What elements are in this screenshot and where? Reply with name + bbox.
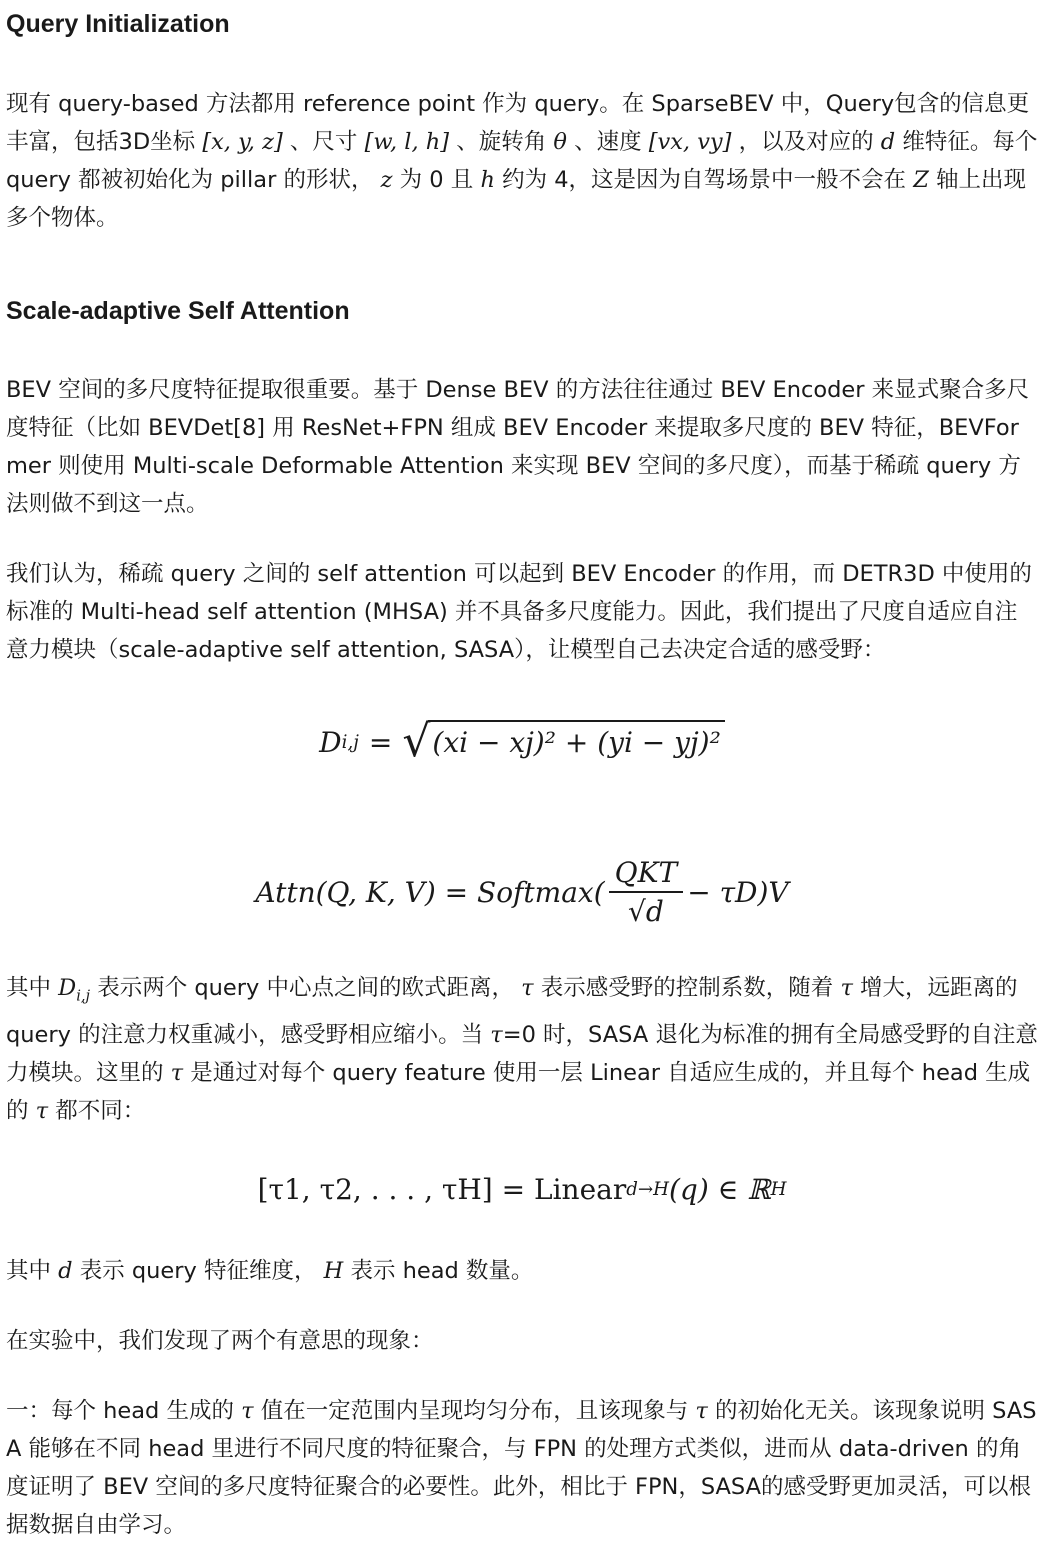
paragraph-finding-one <box>6 1392 1038 1544</box>
fraction <box>609 856 684 928</box>
text: 约为 4，这是因为自驾场景中一般不会在 <box>502 167 907 193</box>
math-tau: τ <box>695 1397 708 1424</box>
eq2-lhs: Attn(Q, K, V) = Softmax( <box>255 875 605 909</box>
text: 维特征。每个 query 都被初始化为 pillar 的形状， <box>6 129 1038 193</box>
paragraph-tau-explain <box>6 969 1038 1130</box>
text: 、速度 <box>574 129 642 155</box>
math-tau: τ <box>170 1059 184 1086</box>
math-coord: [x, y, z] <box>202 129 283 155</box>
math-D: D <box>58 975 77 1001</box>
equation-linear <box>6 1160 1038 1220</box>
math-D-sub: i,j <box>76 987 91 1005</box>
text: 一：每个 head 生成的 <box>6 1397 234 1424</box>
text: 是通过对每个 query feature 使用一层 Linear 自适应生成的，并且每个 head 生成的 <box>6 1059 1031 1124</box>
text: 的初始化无关。该现象说明 SASA 能够在不同 head 里进行不同尺度的特征聚合，与 FPN 的处理方式类似，进而从 data-driven 的角度证明了 BEV 空间的多尺度特征聚合的必要性。此外，相比于 FPN，SASA的感受野更加灵活，可以根据数据自由学习。 <box>6 1397 1037 1538</box>
eq3-sup: H <box>770 1179 787 1200</box>
text: 为 0 且 <box>399 167 474 193</box>
text: 增大，远距离的 query 的注意力权重减小，感受野相应缩小。当 <box>6 975 1018 1048</box>
text: 其中 <box>6 975 52 1001</box>
text: =0 时，SASA 退化为标准的拥有全局感受野的自注意力模块。这里的 <box>6 1021 1038 1086</box>
eq2-rhs: − τD)V <box>687 875 789 909</box>
math-tau: τ <box>840 975 853 1001</box>
eq2-numerator: QKT <box>609 856 684 893</box>
paragraph-experiment-intro: 在实验中，我们发现了两个有意思的现象： <box>6 1327 434 1354</box>
math-tau: τ <box>521 975 534 1001</box>
eq1-radicand: (xi − xj)² + (yi − yj)² <box>428 720 724 764</box>
math-tau: τ <box>490 1021 503 1048</box>
text: 、旋转角 <box>456 129 547 155</box>
text: 表示 head 数量。 <box>350 1257 534 1284</box>
equation-attention <box>6 847 1038 937</box>
math-H: H <box>323 1257 344 1284</box>
text: 、尺寸 <box>289 129 358 155</box>
text: 现有 query-based 方法都用 reference point 作为 query。在 SparseBEV 中，Query包含的信息更丰富，包括3D坐标 <box>6 91 1030 155</box>
eq2-den-d: d <box>645 895 664 928</box>
eq3-rhs: (q) ∈ ℝ <box>668 1173 771 1206</box>
math-h: h <box>480 167 495 193</box>
text: 其中 <box>6 1257 52 1284</box>
math-tau: τ <box>241 1397 254 1424</box>
math-velocity: [vx, vy] <box>648 129 732 155</box>
math-d: d <box>58 1257 73 1284</box>
math-z: z <box>380 167 393 193</box>
eq1-lhs-sub: i,j <box>341 731 359 753</box>
eq2-denominator: √d <box>628 895 664 928</box>
equation-distance: D i,j = √ (xi − xj)² + (yi − yj)² <box>6 707 1038 777</box>
eq3-lhs: [τ1, τ2, . . . , τH] = Linear <box>257 1173 627 1206</box>
paragraph-sasa-intro: 我们认为，稀疏 query 之间的 self attention 可以起到 BEV Encoder 的作用，而 DETR3D 中使用的标准的 Multi-head self attention (MHSA) 并不具备多尺度能力。因此，我们提出了尺度自适应自注意力模块（scale-adaptive self attention, SASA），让模型自己去决定合适的感受野： <box>6 561 1032 663</box>
text: 表示两个 query 中心点之间的欧式距离， <box>97 975 514 1001</box>
math-size: [w, l, h] <box>364 129 450 155</box>
sqrt: √ (xi − xj)² + (yi − yj)² <box>402 720 724 764</box>
section-heading-sasa: Scale-adaptive Self Attention <box>6 297 350 325</box>
text: 表示感受野的控制系数，随着 <box>540 975 834 1001</box>
math-d: d <box>880 129 896 155</box>
eq1-lhs: D <box>319 725 342 759</box>
math-tau: τ <box>35 1097 49 1124</box>
paragraph-notation <box>6 1252 1038 1290</box>
text: ，以及对应的 <box>738 129 874 155</box>
text: 值在一定范围内呈现均匀分布，且该现象与 <box>260 1397 689 1424</box>
text: 都不同： <box>55 1097 146 1124</box>
math-Z: Z <box>913 167 929 193</box>
paragraph-query-init <box>6 85 1038 237</box>
text: 轴上出现多个物体。 <box>6 167 1027 231</box>
paragraph-multiscale: BEV 空间的多尺度特征提取很重要。基于 Dense BEV 的方法往往通过 BEV Encoder 来显式聚合多尺度特征（比如 BEVDet[8] 用 ResNet+FPN 组成 BEV Encoder 来提取多尺度的 BEV 特征，BEVFormer 则使用 Multi-scale Deformable Attention 来实现 BEV 空间的多尺度），而基于稀疏 query 方法则做不到这一点。 <box>6 377 1030 517</box>
section-heading-query-initialization: Query Initialization <box>6 10 230 38</box>
math-theta: θ <box>553 129 567 155</box>
eq3-sub: d→H <box>626 1179 669 1200</box>
text: 表示 query 特征维度， <box>79 1257 317 1284</box>
